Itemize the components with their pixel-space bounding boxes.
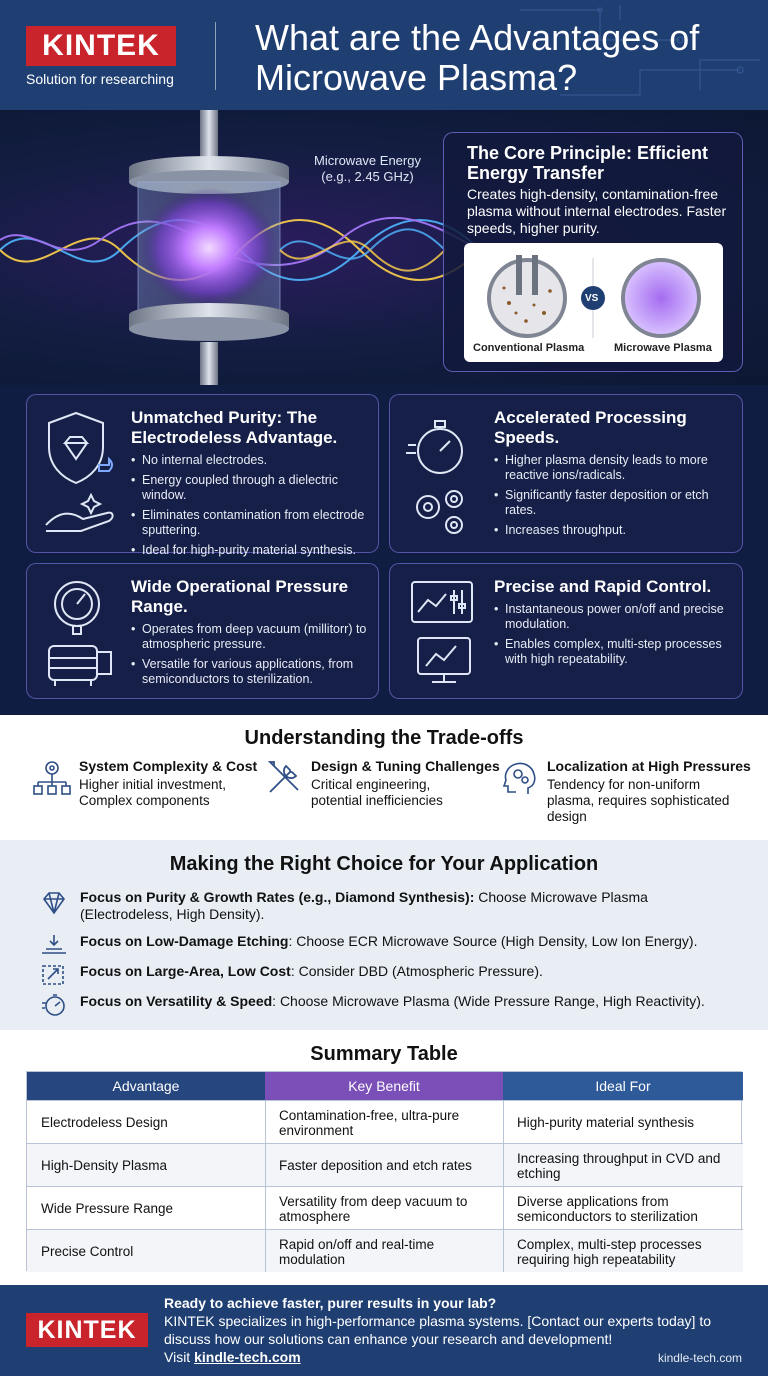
shield-diamond-icon — [41, 407, 121, 537]
feature-bullets — [494, 453, 734, 543]
plasma-comparison — [464, 243, 723, 362]
control-panel-monitor-icon — [404, 576, 484, 691]
table-cell: High-purity material synthesis — [517, 1115, 695, 1130]
conventional-plasma-label: Conventional Plasma — [473, 342, 585, 354]
table-cell: Increasing throughput in CVD and etching — [517, 1150, 721, 1181]
table-cell: Rapid on/off and real-time modulation — [279, 1236, 435, 1267]
table-cell: Contamination-free, ultra-pure environment — [279, 1107, 460, 1138]
tradeoff-title: Localization at High Pressures — [547, 758, 751, 774]
feature-card-purity — [26, 394, 379, 557]
bullet: • Enables complex, multi-step processes with high repeatability. — [494, 637, 734, 667]
choice-recommendation: Choose Microwave Plasma (Electrodeless, High Density). — [80, 889, 648, 922]
table-cell: Versatility from deep vacuum to atmosphere — [279, 1193, 468, 1224]
table-cell: Diverse applications from semiconductors to sterilization — [517, 1193, 698, 1224]
table-divider — [503, 1100, 504, 1272]
website-link[interactable]: kindle-tech.com — [194, 1349, 301, 1365]
feature-title: Wide Operational Pressure Range. — [131, 577, 349, 616]
feature-bullets — [494, 602, 734, 672]
tradeoff-title: Design & Tuning Challenges — [311, 758, 500, 774]
tradeoff-desc: Tendency for non-uniform plasma, requires sophisticated design — [547, 777, 730, 824]
bullet: • Eliminates contamination from electrode sputtering. — [131, 508, 376, 538]
summary-table — [26, 1071, 742, 1271]
table-header-key-benefit: Key Benefit — [265, 1072, 503, 1100]
table-row — [27, 1143, 743, 1186]
energy-label: Microwave Energy (e.g., 2.45 GHz) — [314, 153, 421, 184]
feature-card-control — [389, 563, 743, 699]
choice-section — [0, 840, 768, 1030]
footer-cta — [164, 1294, 744, 1348]
feature-card-speed — [389, 394, 743, 553]
feature-title: Unmatched Purity: The Electrodeless Advantage. — [131, 408, 338, 447]
page-title: What are the Advantages of Microwave Plasma? — [255, 17, 700, 98]
table-row — [27, 1100, 743, 1143]
bullet: • No internal electrodes. — [131, 453, 376, 468]
summary-title: Summary Table — [310, 1043, 458, 1065]
kintek-logo[interactable] — [26, 26, 176, 66]
feature-title: Precise and Rapid Control. — [494, 577, 712, 596]
conventional-chamber-icon — [489, 260, 565, 336]
bullet: • Versatile for various applications, from semiconductors to sterilization. — [131, 657, 376, 687]
choice-title: Making the Right Choice for Your Application — [169, 853, 599, 875]
tradeoff-desc: Critical engineering, potential inefficiencies — [311, 777, 443, 808]
pressure-gauge-pump-icon — [41, 576, 121, 691]
header-divider — [215, 22, 216, 90]
footer — [0, 1285, 768, 1376]
logo-text: KINTEK — [42, 29, 160, 62]
feature-card-pressure — [26, 563, 379, 699]
footer-body: KINTEK specializes in high-performance plasma systems. [Contact our experts today] to discuss how our solutions can enhance your research and development! — [164, 1313, 712, 1347]
table-cell: High-Density Plasma — [41, 1158, 168, 1173]
stopwatch-gears-icon — [404, 407, 484, 537]
table-cell: Wide Pressure Range — [41, 1201, 174, 1216]
table-row — [27, 1229, 743, 1272]
expand-area-icon — [40, 963, 68, 987]
choice-recommendation: : Choose ECR Microwave Source (High Density, Low Ion Energy). — [288, 933, 698, 949]
tagline: Solution for researching — [26, 71, 174, 87]
bullet: • Energy coupled through a dielectric window. — [131, 473, 376, 503]
microwave-plasma-label: Microwave Plasma — [614, 342, 712, 354]
vs-label: VS — [585, 293, 599, 304]
footer-visit — [164, 1349, 301, 1365]
bullet: • Higher plasma density leads to more reactive ions/radicals. — [494, 453, 734, 483]
microwave-chamber-icon — [623, 260, 699, 336]
tradeoff-title: System Complexity & Cost — [79, 758, 258, 774]
summary-section — [0, 1030, 768, 1285]
tradeoffs-section — [0, 715, 768, 840]
etch-icon — [40, 933, 68, 957]
table-cell: Complex, multi-step processes requiring high repeatability — [517, 1236, 702, 1267]
tradeoff-desc: Higher initial investment, Complex components — [79, 777, 227, 808]
choice-recommendation: : Choose Microwave Plasma (Wide Pressure Range, High Reactivity). — [272, 993, 705, 1009]
table-header-advantage: Advantage — [27, 1072, 265, 1100]
tradeoffs-title: Understanding the Trade-offs — [244, 727, 524, 749]
feature-bullets — [131, 453, 376, 563]
core-principle-title: The Core Principle: Efficient Energy Transfer — [467, 143, 709, 183]
diamond-icon — [40, 889, 68, 917]
choice-focus: Focus on Large-Area, Low Cost — [80, 963, 291, 979]
choice-recommendation: : Consider DBD (Atmospheric Pressure). — [290, 963, 543, 979]
table-cell: Faster deposition and etch rates — [279, 1158, 472, 1173]
speed-timer-icon — [40, 993, 68, 1017]
footer-headline: Ready to achieve faster, purer results in your lab? — [164, 1295, 497, 1311]
core-principle-card — [443, 132, 743, 372]
visit-prefix: Visit — [164, 1349, 195, 1365]
bullet: • Operates from deep vacuum (millitorr) to atmospheric pressure. — [131, 622, 376, 652]
table-header-ideal-for: Ideal For — [503, 1072, 743, 1100]
footer-logo-text: KINTEK — [37, 1315, 137, 1344]
bullet: • Increases throughput. — [494, 523, 734, 538]
choice-focus: Focus on Low-Damage Etching — [80, 933, 289, 949]
feature-bullets — [131, 622, 376, 692]
header — [0, 0, 768, 110]
choice-focus: Focus on Versatility & Speed — [80, 993, 273, 1009]
feature-title: Accelerated Processing Speeds. — [494, 408, 687, 447]
wrench-screwdriver-icon — [264, 758, 304, 798]
bullet: • Ideal for high-purity material synthesis. — [131, 543, 376, 558]
table-row — [27, 1186, 743, 1229]
footer-kintek-logo[interactable] — [26, 1313, 148, 1347]
choice-focus: Focus on Purity & Growth Rates (e.g., Diamond Synthesis): — [80, 889, 475, 905]
table-divider — [265, 1100, 266, 1272]
features-section — [0, 385, 768, 715]
bullet: • Significantly faster deposition or etch rates. — [494, 488, 734, 518]
table-cell: Electrodeless Design — [41, 1115, 168, 1130]
network-gear-icon — [32, 758, 72, 798]
table-cell: Precise Control — [41, 1244, 134, 1259]
head-gears-icon — [500, 758, 540, 798]
footer-domain: kindle-tech.com — [657, 1351, 742, 1365]
bullet: • Instantaneous power on/off and precise modulation. — [494, 602, 734, 632]
core-principle-description: Creates high-density, contamination-free plasma without internal electrodes. Faster speeds, higher purity. — [467, 186, 727, 236]
